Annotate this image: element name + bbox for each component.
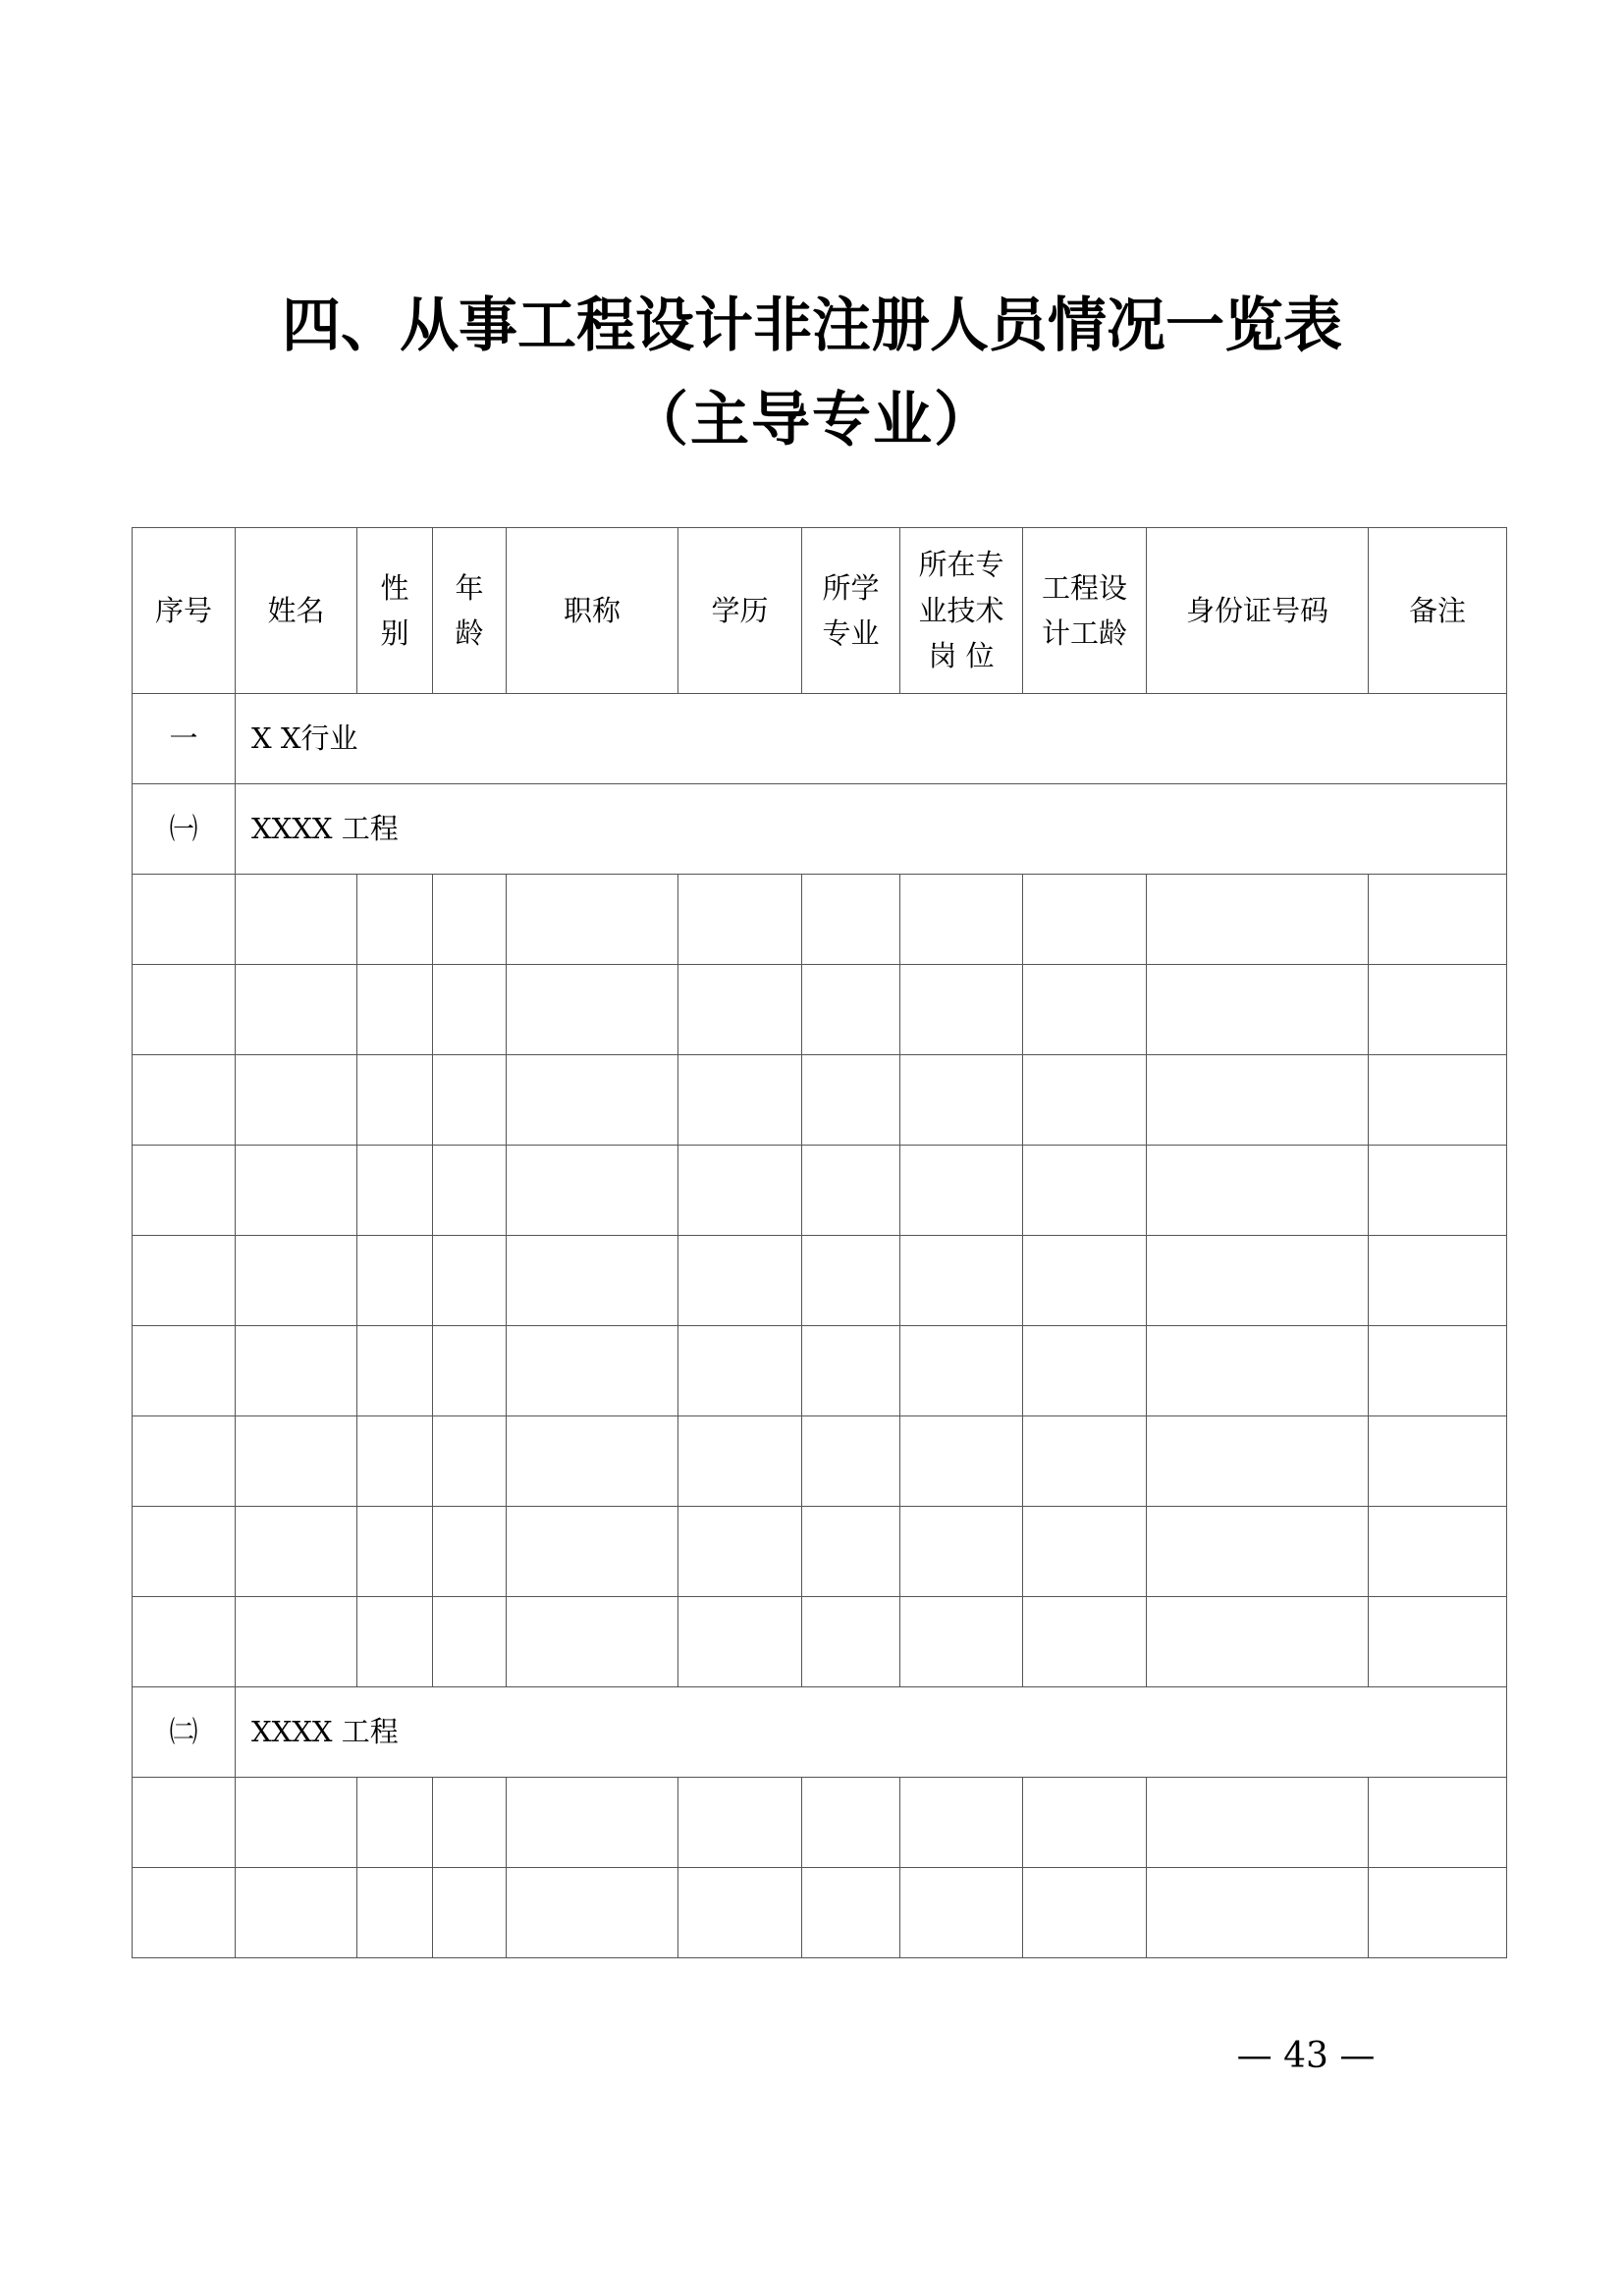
table-cell — [802, 1507, 900, 1597]
table-cell — [900, 1055, 1023, 1146]
table-row — [133, 1326, 1507, 1416]
section-index: 一 — [133, 694, 236, 784]
table-cell — [507, 1146, 678, 1236]
table-cell — [802, 1236, 900, 1326]
table-cell — [802, 1868, 900, 1958]
table-cell — [1369, 1868, 1507, 1958]
table-cell — [357, 1507, 433, 1597]
table-cell — [802, 1326, 900, 1416]
table-cell — [357, 1236, 433, 1326]
table-cell — [507, 1055, 678, 1146]
table-cell — [1369, 1416, 1507, 1507]
table-cell — [236, 1326, 357, 1416]
table-cell — [1369, 1146, 1507, 1236]
table-cell — [1023, 1416, 1147, 1507]
table-cell — [1023, 1326, 1147, 1416]
table-cell — [1023, 1597, 1147, 1687]
table-cell — [900, 875, 1023, 965]
table-cell — [1147, 1416, 1369, 1507]
section-row — [133, 1687, 1507, 1778]
table-cell — [802, 1146, 900, 1236]
section-label: XXXX 工程 — [236, 784, 1507, 875]
table-cell — [507, 1236, 678, 1326]
column-header-label — [564, 588, 621, 633]
table-cell — [433, 1507, 507, 1597]
table-cell — [507, 1868, 678, 1958]
table-cell — [678, 875, 802, 965]
table-cell — [1147, 1146, 1369, 1236]
section-label: XXXX 工程 — [236, 1687, 1507, 1778]
table-cell — [236, 1055, 357, 1146]
table-cell — [507, 965, 678, 1055]
column-header-line: 职称 — [563, 593, 621, 627]
table-cell — [133, 1416, 236, 1507]
table-cell — [133, 1326, 236, 1416]
table-cell — [1369, 1778, 1507, 1868]
column-header-line: 年 — [455, 570, 484, 605]
column-header-label — [1186, 588, 1328, 633]
table-cell — [900, 1507, 1023, 1597]
table-cell — [678, 1236, 802, 1326]
table-cell — [433, 1868, 507, 1958]
table-cell — [1147, 1326, 1369, 1416]
document-title: 四、从事工程设计非注册人员情况一览表 — [282, 292, 1342, 360]
table-cell — [1023, 1055, 1147, 1146]
column-header-line: 专业 — [822, 616, 880, 650]
table-cell — [678, 1416, 802, 1507]
table-cell — [678, 1507, 802, 1597]
table-cell — [433, 1597, 507, 1687]
table-cell — [900, 1868, 1023, 1958]
table-cell — [133, 1507, 236, 1597]
column-header-label — [822, 565, 879, 657]
table-cell — [1369, 1507, 1507, 1597]
table-cell — [433, 965, 507, 1055]
table-cell — [1147, 875, 1369, 965]
table-cell — [1369, 965, 1507, 1055]
column-header-line: 所在专 — [918, 548, 1004, 582]
table-cell — [1369, 1597, 1507, 1687]
table-cell — [900, 1778, 1023, 1868]
table-row — [133, 1146, 1507, 1236]
table-cell — [133, 1236, 236, 1326]
table-cell — [357, 965, 433, 1055]
table-cell — [1147, 1507, 1369, 1597]
table-cell — [802, 1055, 900, 1146]
table-cell — [236, 1236, 357, 1326]
table-cell — [802, 1778, 900, 1868]
table-cell — [678, 1868, 802, 1958]
table-cell — [1023, 1868, 1147, 1958]
table-cell — [1369, 1055, 1507, 1146]
table-cell — [1147, 1868, 1369, 1958]
table-cell — [507, 1416, 678, 1507]
table-cell — [1147, 965, 1369, 1055]
table-cell — [357, 1055, 433, 1146]
table-cell — [357, 1868, 433, 1958]
table-cell — [507, 1597, 678, 1687]
table-cell — [1023, 1507, 1147, 1597]
column-header — [357, 528, 433, 694]
column-header-line: 岗 位 — [928, 639, 995, 673]
table-row — [133, 1868, 1507, 1958]
table-row — [133, 1597, 1507, 1687]
table-cell — [433, 1236, 507, 1326]
column-header-line: 性 — [380, 570, 409, 605]
table-cell — [1023, 965, 1147, 1055]
document-subtitle: （主导专业） — [629, 386, 995, 454]
table-cell — [236, 875, 357, 965]
column-header — [802, 528, 900, 694]
table-cell — [678, 1597, 802, 1687]
table-cell — [802, 875, 900, 965]
column-header-line: 龄 — [455, 616, 484, 650]
personnel-table — [132, 527, 1507, 1958]
table-cell — [678, 1055, 802, 1146]
column-header-line: 姓名 — [267, 593, 325, 627]
column-header — [900, 528, 1023, 694]
column-header — [433, 528, 507, 694]
table-cell — [1023, 1146, 1147, 1236]
table-cell — [900, 1597, 1023, 1687]
table-cell — [433, 1416, 507, 1507]
table-cell — [678, 1778, 802, 1868]
table-cell — [1023, 1236, 1147, 1326]
table-cell — [678, 1326, 802, 1416]
table-cell — [236, 1778, 357, 1868]
table-cell — [433, 1146, 507, 1236]
table-cell — [507, 1507, 678, 1597]
table-cell — [133, 1597, 236, 1687]
table-cell — [1147, 1236, 1369, 1326]
column-header-label — [1409, 588, 1466, 633]
table-body — [133, 528, 1507, 1958]
table-cell — [357, 1146, 433, 1236]
table-cell — [507, 1778, 678, 1868]
table-cell — [133, 1055, 236, 1146]
column-header-line: 序号 — [154, 593, 212, 627]
table-cell — [433, 1778, 507, 1868]
table-row — [133, 1416, 1507, 1507]
table-cell — [357, 1597, 433, 1687]
column-header-line: 所学 — [822, 570, 880, 605]
table-cell — [900, 965, 1023, 1055]
table-cell — [236, 1868, 357, 1958]
table-cell — [236, 1507, 357, 1597]
table-cell — [1023, 1778, 1147, 1868]
column-header-label — [155, 588, 212, 633]
column-header-label — [1042, 565, 1127, 657]
table-row — [133, 1507, 1507, 1597]
section-index: ㈠ — [133, 784, 236, 875]
table-cell — [236, 1146, 357, 1236]
table-cell — [133, 1146, 236, 1236]
section-row — [133, 694, 1507, 784]
table-cell — [133, 1778, 236, 1868]
table-cell — [236, 965, 357, 1055]
table-cell — [236, 1416, 357, 1507]
table-cell — [133, 1868, 236, 1958]
column-header-label — [918, 542, 1003, 678]
column-header — [236, 528, 357, 694]
table-header-row — [133, 528, 1507, 694]
table-cell — [900, 1236, 1023, 1326]
table-cell — [1147, 1597, 1369, 1687]
table-cell — [433, 1055, 507, 1146]
column-header-line: 计工龄 — [1041, 616, 1127, 650]
column-header-label — [711, 588, 768, 633]
table-cell — [1369, 1326, 1507, 1416]
page-number: — 43 — — [1236, 2036, 1376, 2076]
table-cell — [802, 1416, 900, 1507]
column-header — [507, 528, 678, 694]
column-header-label — [380, 565, 408, 657]
table-cell — [802, 965, 900, 1055]
section-label: X X行业 — [236, 694, 1507, 784]
table-row — [133, 965, 1507, 1055]
table-cell — [1147, 1778, 1369, 1868]
table-row — [133, 1236, 1507, 1326]
table-cell — [678, 965, 802, 1055]
table-cell — [1369, 875, 1507, 965]
table-cell — [133, 965, 236, 1055]
table-cell — [900, 1146, 1023, 1236]
table-cell — [1147, 1055, 1369, 1146]
table-cell — [900, 1326, 1023, 1416]
table-cell — [357, 875, 433, 965]
table-cell — [357, 1326, 433, 1416]
table-row — [133, 1055, 1507, 1146]
column-header-line: 备注 — [1408, 593, 1466, 627]
table-cell — [678, 1146, 802, 1236]
table-cell — [1369, 1236, 1507, 1326]
table-cell — [507, 875, 678, 965]
table-cell — [802, 1597, 900, 1687]
table-cell — [900, 1416, 1023, 1507]
column-header-label — [455, 565, 483, 657]
table-row — [133, 875, 1507, 965]
section-index: ㈡ — [133, 1687, 236, 1778]
table-cell — [357, 1778, 433, 1868]
column-header-line: 业技术 — [918, 593, 1004, 627]
column-header-label — [267, 588, 324, 633]
table-cell — [357, 1416, 433, 1507]
column-header-line: 身份证号码 — [1185, 593, 1328, 627]
table-cell — [133, 875, 236, 965]
table-cell — [433, 1326, 507, 1416]
column-header — [1023, 528, 1147, 694]
column-header — [133, 528, 236, 694]
column-header-line: 工程设 — [1041, 570, 1127, 605]
table-row — [133, 1778, 1507, 1868]
section-row — [133, 784, 1507, 875]
column-header — [1147, 528, 1369, 694]
column-header-line: 别 — [380, 616, 409, 650]
column-header — [1369, 528, 1507, 694]
table-cell — [433, 875, 507, 965]
table-cell — [1023, 875, 1147, 965]
table-cell — [236, 1597, 357, 1687]
column-header — [678, 528, 802, 694]
column-header-line: 学历 — [711, 593, 769, 627]
table-cell — [507, 1326, 678, 1416]
